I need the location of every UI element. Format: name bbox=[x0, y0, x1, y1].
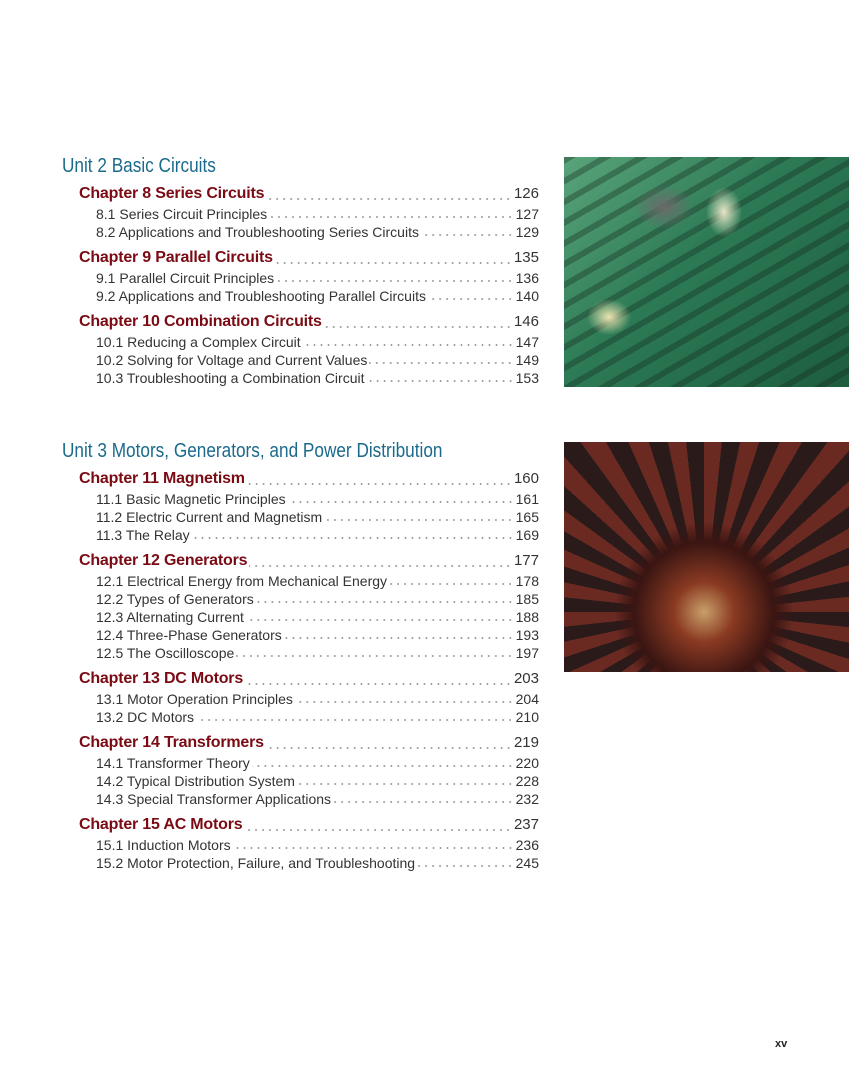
section-title: 12.2 Types of Generators bbox=[96, 591, 254, 607]
chapter-title: Chapter 13 DC Motors bbox=[79, 670, 244, 687]
chapter-entry[interactable] bbox=[79, 247, 539, 269]
dot-leader bbox=[288, 501, 514, 503]
dot-leader bbox=[266, 198, 512, 200]
section-page: 161 bbox=[515, 491, 539, 507]
section-entry[interactable] bbox=[96, 508, 539, 526]
chapter-page: 219 bbox=[513, 734, 539, 751]
dot-leader bbox=[428, 298, 514, 300]
section-title: 15.2 Motor Protection, Failure, and Troubleshooting bbox=[96, 855, 416, 871]
section-title: 9.1 Parallel Circuit Principles bbox=[96, 270, 275, 286]
section-title: 12.3 Alternating Current bbox=[96, 609, 244, 625]
dot-leader bbox=[284, 637, 514, 639]
section-entry[interactable] bbox=[96, 836, 539, 854]
section-page: 178 bbox=[515, 573, 539, 589]
section-page: 245 bbox=[515, 855, 539, 871]
chapter-page: 135 bbox=[513, 249, 539, 266]
section-page: 204 bbox=[515, 691, 539, 707]
dot-leader bbox=[245, 683, 512, 685]
dot-leader bbox=[369, 362, 513, 364]
section-title: 10.2 Solving for Voltage and Current Values bbox=[96, 352, 368, 368]
dot-leader bbox=[192, 537, 514, 539]
chapter-entry[interactable] bbox=[79, 814, 539, 836]
dot-leader bbox=[297, 783, 514, 785]
dot-leader bbox=[324, 519, 513, 521]
section-page: 169 bbox=[515, 527, 539, 543]
section-title: 8.1 Series Circuit Principles bbox=[96, 206, 268, 222]
chapter-entry[interactable] bbox=[79, 668, 539, 690]
section-entry[interactable] bbox=[96, 572, 539, 590]
section-entry[interactable] bbox=[96, 269, 539, 287]
unit-heading: Unit 3 Motors, Generators, and Power Distribution bbox=[62, 440, 443, 462]
section-page: 220 bbox=[515, 755, 539, 771]
chapter-title: Chapter 11 Magnetism bbox=[79, 470, 245, 487]
dot-leader bbox=[367, 380, 514, 382]
section-page: 147 bbox=[515, 334, 539, 350]
dot-leader bbox=[266, 747, 512, 749]
dot-leader bbox=[421, 234, 514, 236]
circuit-board-photo bbox=[564, 157, 849, 387]
unit-3-toc bbox=[62, 437, 539, 872]
section-page: 210 bbox=[515, 709, 539, 725]
dot-leader bbox=[246, 619, 514, 621]
section-page: 136 bbox=[515, 270, 539, 286]
section-page: 185 bbox=[515, 591, 539, 607]
section-entry[interactable] bbox=[96, 590, 539, 608]
chapter-page: 126 bbox=[513, 185, 539, 202]
section-title: 12.4 Three-Phase Generators bbox=[96, 627, 282, 643]
section-entry[interactable] bbox=[96, 772, 539, 790]
chapter-title: Chapter 15 AC Motors bbox=[79, 816, 243, 833]
dot-leader bbox=[303, 344, 514, 346]
section-title: 14.2 Typical Distribution System bbox=[96, 773, 295, 789]
chapter-page: 237 bbox=[513, 816, 539, 833]
section-entry[interactable] bbox=[96, 854, 539, 872]
section-title: 10.1 Reducing a Complex Circuit bbox=[96, 334, 301, 350]
section-entry[interactable] bbox=[96, 223, 539, 241]
section-title: 8.2 Applications and Troubleshooting Series Circuits bbox=[96, 224, 419, 240]
chapter-entry[interactable] bbox=[79, 550, 539, 572]
section-page: 228 bbox=[515, 773, 539, 789]
section-title: 10.3 Troubleshooting a Combination Circuit bbox=[96, 370, 365, 386]
unit-2-toc bbox=[62, 152, 539, 387]
section-entry[interactable] bbox=[96, 608, 539, 626]
dot-leader bbox=[236, 655, 513, 657]
chapter-page: 146 bbox=[513, 313, 539, 330]
section-entry[interactable] bbox=[96, 708, 539, 726]
chapter-title: Chapter 14 Transformers bbox=[79, 734, 264, 751]
dot-leader bbox=[269, 216, 513, 218]
chapter-entry[interactable] bbox=[79, 732, 539, 754]
dot-leader bbox=[295, 701, 514, 703]
chapter-title: Chapter 12 Generators bbox=[79, 552, 248, 569]
unit-heading: Unit 2 Basic Circuits bbox=[62, 155, 216, 177]
chapter-page: 160 bbox=[513, 470, 539, 487]
section-entry[interactable] bbox=[96, 790, 539, 808]
section-entry[interactable] bbox=[96, 690, 539, 708]
section-entry[interactable] bbox=[96, 369, 539, 387]
section-page: 129 bbox=[515, 224, 539, 240]
section-title: 15.1 Induction Motors bbox=[96, 837, 231, 853]
section-title: 14.1 Transformer Theory bbox=[96, 755, 250, 771]
section-page: 165 bbox=[515, 509, 539, 525]
section-page: 127 bbox=[515, 206, 539, 222]
section-title: 13.1 Motor Operation Principles bbox=[96, 691, 293, 707]
dot-leader bbox=[244, 829, 512, 831]
section-title: 12.5 The Oscilloscope bbox=[96, 645, 235, 661]
motor-windings-photo bbox=[564, 442, 849, 672]
chapter-entry[interactable] bbox=[79, 311, 539, 333]
section-page: 197 bbox=[515, 645, 539, 661]
dot-leader bbox=[417, 865, 514, 867]
chapter-entry[interactable] bbox=[79, 183, 539, 205]
section-page: 232 bbox=[515, 791, 539, 807]
dot-leader bbox=[252, 765, 514, 767]
dot-leader bbox=[333, 801, 514, 803]
chapter-entry[interactable] bbox=[79, 468, 539, 490]
section-entry[interactable] bbox=[96, 626, 539, 644]
section-title: 13.2 DC Motors bbox=[96, 709, 195, 725]
dot-leader bbox=[389, 583, 514, 585]
section-title: 12.1 Electrical Energy from Mechanical Energy bbox=[96, 573, 388, 589]
section-page: 149 bbox=[515, 352, 539, 368]
section-entry[interactable] bbox=[96, 490, 539, 508]
section-page: 153 bbox=[515, 370, 539, 386]
dot-leader bbox=[275, 262, 512, 264]
chapter-page: 203 bbox=[513, 670, 539, 687]
section-entry[interactable] bbox=[96, 351, 539, 369]
chapter-page: 177 bbox=[513, 552, 539, 569]
section-title: 14.3 Special Transformer Applications bbox=[96, 791, 332, 807]
dot-leader bbox=[196, 719, 514, 721]
chapter-title: Chapter 8 Series Circuits bbox=[79, 185, 265, 202]
section-title: 11.3 The Relay bbox=[96, 527, 190, 543]
section-entry[interactable] bbox=[96, 526, 539, 544]
dot-leader bbox=[276, 280, 513, 282]
section-entry[interactable] bbox=[96, 754, 539, 772]
section-entry[interactable] bbox=[96, 644, 539, 662]
section-entry[interactable] bbox=[96, 333, 539, 351]
chapter-title: Chapter 9 Parallel Circuits bbox=[79, 249, 273, 266]
dot-leader bbox=[324, 326, 512, 328]
section-title: 9.2 Applications and Troubleshooting Parallel Circuits bbox=[96, 288, 426, 304]
section-page: 193 bbox=[515, 627, 539, 643]
dot-leader bbox=[247, 483, 512, 485]
section-page: 188 bbox=[515, 609, 539, 625]
section-title: 11.1 Basic Magnetic Principles bbox=[96, 491, 286, 507]
chapter-title: Chapter 10 Combination Circuits bbox=[79, 313, 322, 330]
section-page: 140 bbox=[515, 288, 539, 304]
dot-leader bbox=[256, 601, 514, 603]
section-entry[interactable] bbox=[96, 205, 539, 223]
section-entry[interactable] bbox=[96, 287, 539, 305]
dot-leader bbox=[233, 847, 514, 849]
page-number: xv bbox=[775, 1038, 788, 1050]
section-page: 236 bbox=[515, 837, 539, 853]
section-title: 11.2 Electric Current and Magnetism bbox=[96, 509, 323, 525]
dot-leader bbox=[249, 565, 512, 567]
